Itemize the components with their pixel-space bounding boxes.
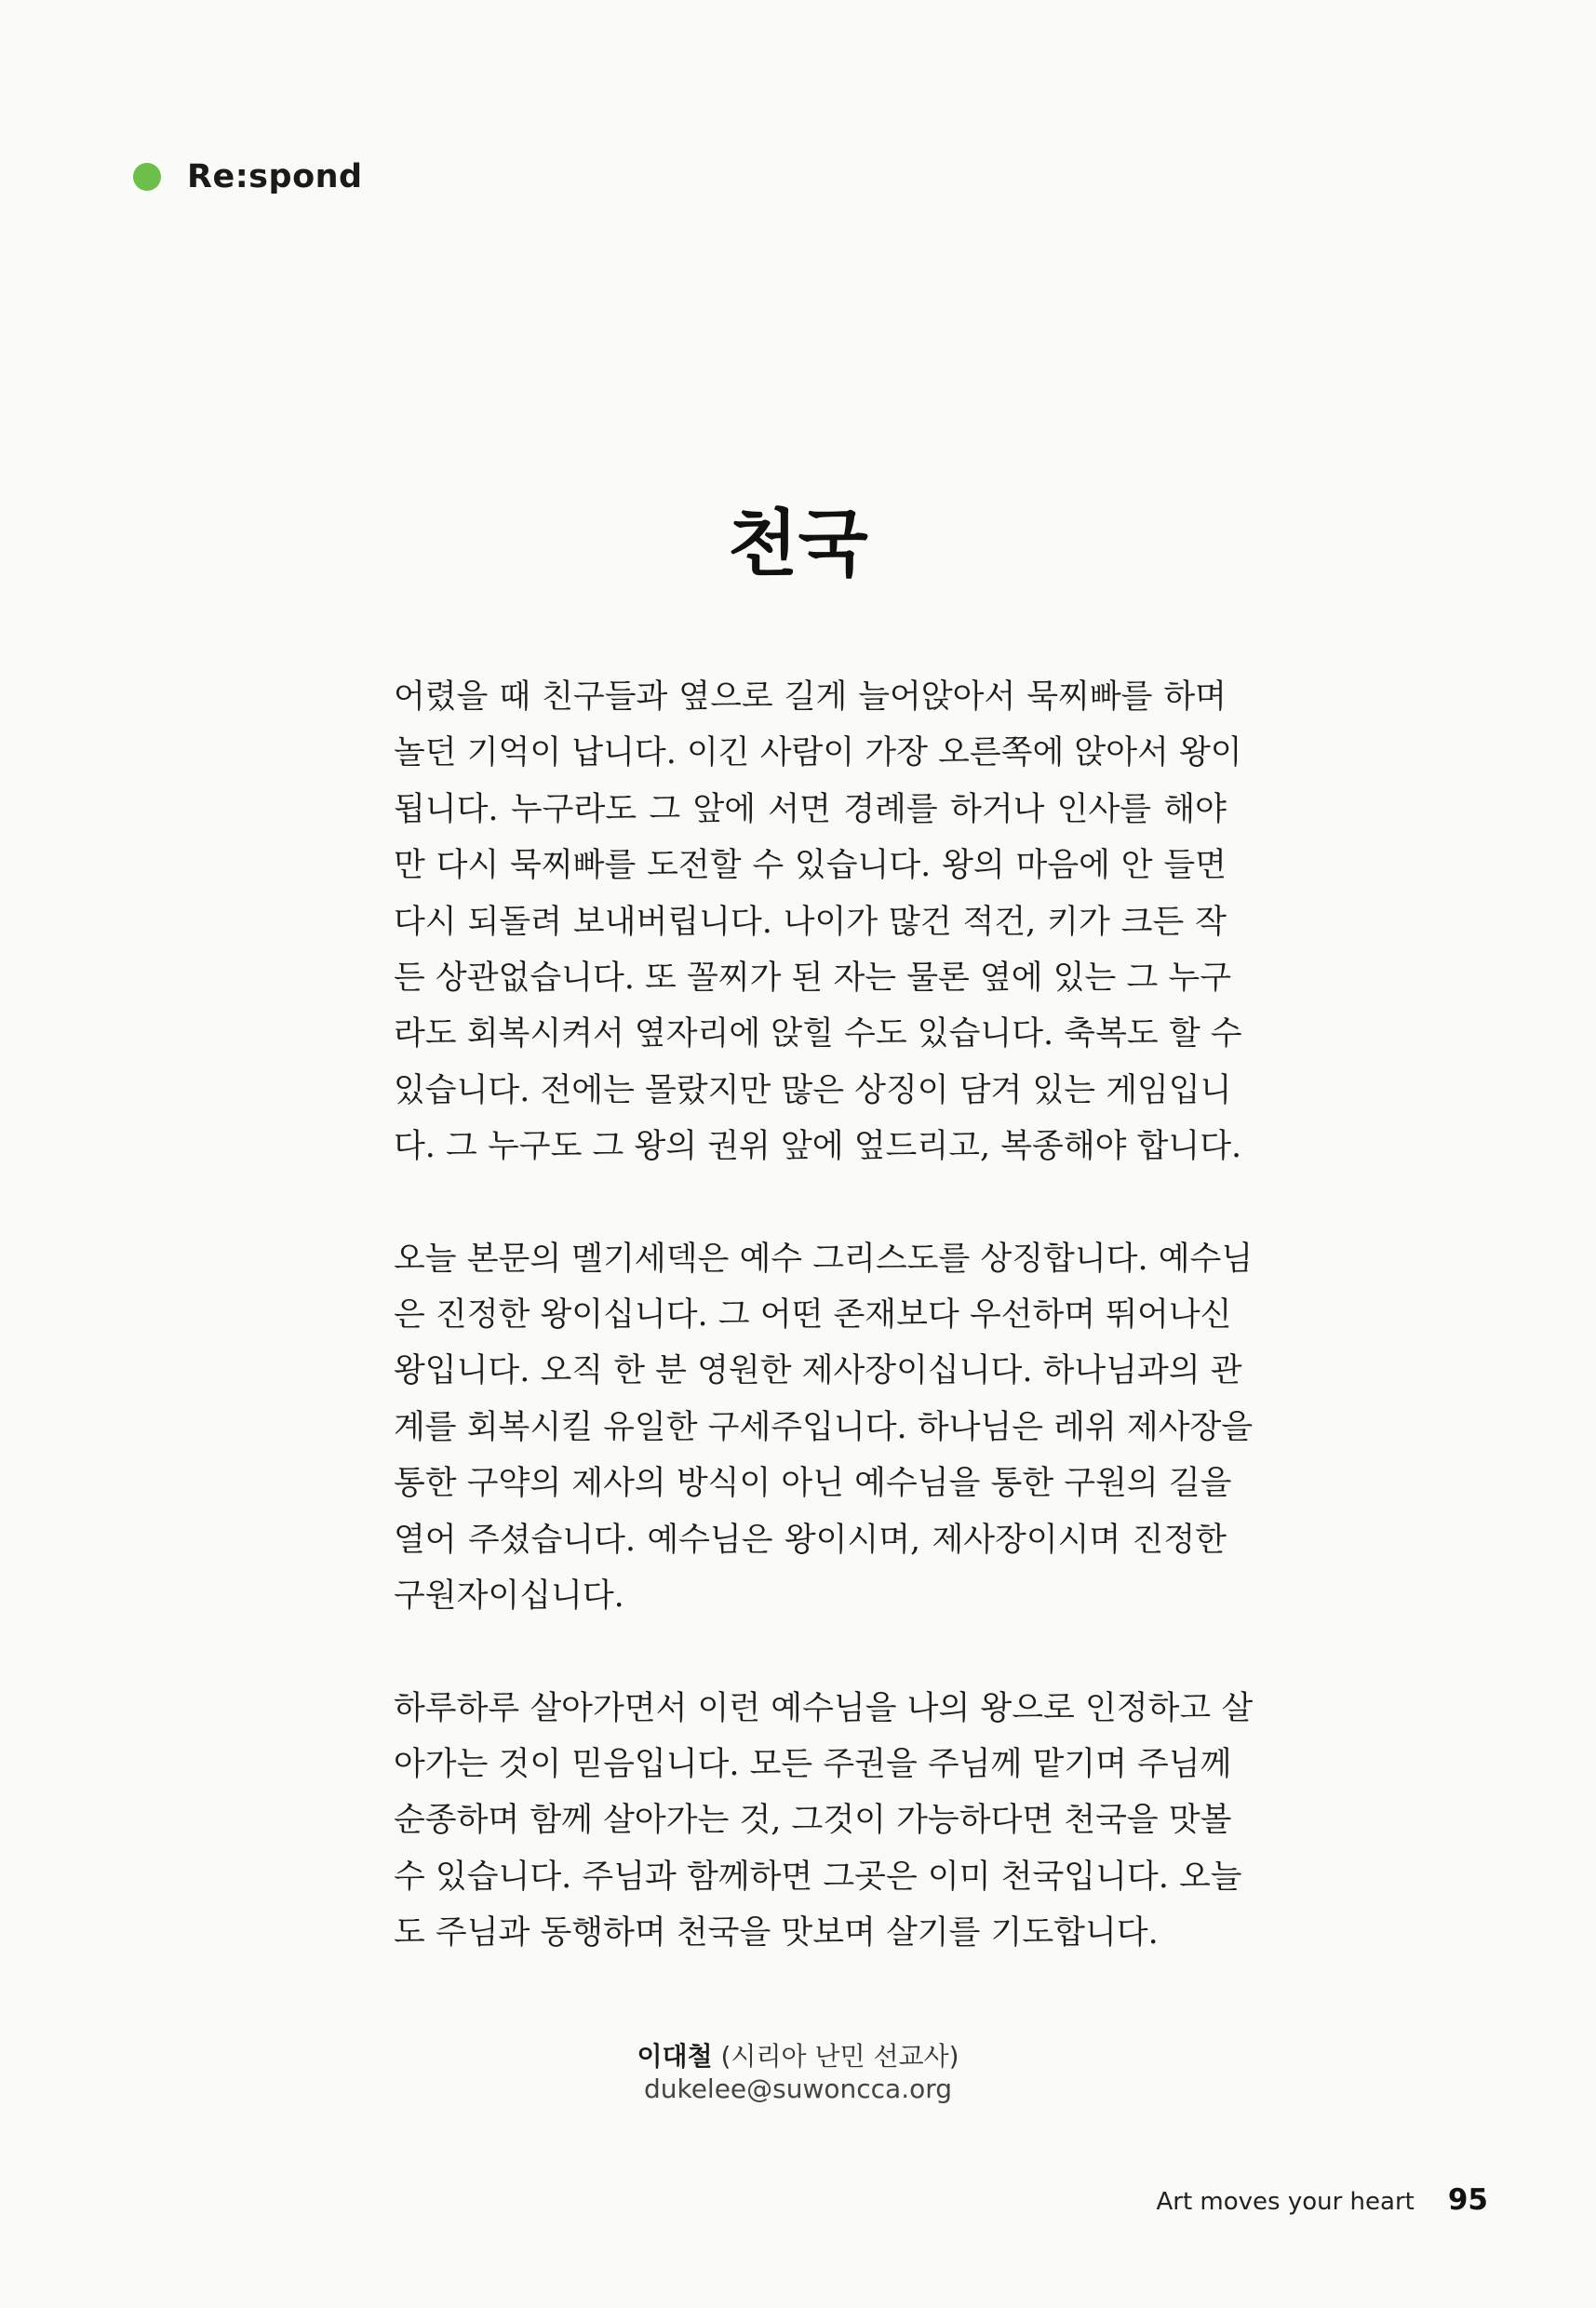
text-line: 만 다시 묵찌빠를 도전할 수 있습니다. 왕의 마음에 안 들면	[394, 847, 1227, 885]
author-name: 이대철	[637, 2041, 713, 2072]
text-line: 계를 회복시킬 유일한 구세주입니다. 하나님은 레위 제사장을	[394, 1408, 1254, 1446]
green-dot-icon	[133, 163, 161, 191]
section-label: Re:spond	[187, 158, 363, 195]
paragraph-2	[394, 1231, 1254, 1625]
text-line: 든 상관없습니다. 또 꼴찌가 된 자는 물론 옆에 있는 그 누구	[394, 959, 1232, 998]
text-line: 순종하며 함께 살아가는 것, 그것이 가능하다면 천국을 맛볼	[394, 1802, 1232, 1840]
text-line: 왕입니다. 오직 한 분 영원한 제사장이십니다. 하나님과의 관	[394, 1352, 1242, 1390]
paragraph-3	[394, 1681, 1254, 1962]
text-line: 다. 그 누구도 그 왕의 권위 앞에 엎드리고, 복종해야 합니다.	[394, 1128, 1242, 1166]
text-line: 열어 주셨습니다. 예수님은 왕이시며, 제사장이시며 진정한	[394, 1521, 1227, 1559]
page-number: 95	[1447, 2183, 1488, 2217]
text-line: 도 주님과 동행하며 천국을 맛보며 살기를 기도합니다.	[394, 1914, 1159, 1952]
article-title: 천국	[728, 502, 868, 586]
text-line: 아가는 것이 믿음입니다. 모든 주권을 주님께 맡기며 주님께	[394, 1745, 1232, 1783]
author-line	[0, 2036, 1596, 2073]
text-line: 어렸을 때 친구들과 옆으로 길게 늘어앉아서 묵찌빠를 하며	[394, 678, 1227, 716]
page-footer	[1156, 2183, 1488, 2217]
text-line: 하루하루 살아가면서 이런 예수님을 나의 왕으로 인정하고 살	[394, 1689, 1254, 1727]
text-line: 통한 구약의 제사의 방식이 아닌 예수님을 통한 구원의 길을	[394, 1465, 1232, 1503]
text-line: 수 있습니다. 주님과 함께하면 그곳은 이미 천국입니다. 오늘	[394, 1858, 1242, 1896]
paragraph-1	[394, 669, 1242, 1175]
author-email: dukelee@suwoncca.org	[643, 2073, 953, 2104]
text-line: 있습니다. 전에는 몰랐지만 많은 상징이 담겨 있는 게임입니	[394, 1071, 1232, 1109]
footer-tagline: Art moves your heart	[1156, 2188, 1415, 2216]
section-header	[133, 158, 363, 195]
text-line: 놀던 기억이 납니다. 이긴 사람이 가장 오른쪽에 앉아서 왕이	[394, 734, 1242, 772]
text-line: 됩니다. 누구라도 그 앞에 서면 경례를 하거나 인사를 해야	[394, 790, 1227, 828]
author-role: (시리아 난민 선교사)	[712, 2041, 959, 2072]
text-line: 은 진정한 왕이십니다. 그 어떤 존재보다 우선하며 뛰어나신	[394, 1296, 1232, 1335]
text-line: 라도 회복시켜서 옆자리에 앉힐 수도 있습니다. 축복도 할 수	[394, 1015, 1242, 1053]
text-line: 구원자이십니다.	[394, 1577, 624, 1616]
article-body	[394, 669, 1254, 2018]
text-line: 다시 되돌려 보내버립니다. 나이가 많건 적건, 키가 크든 작	[394, 903, 1227, 941]
text-line: 오늘 본문의 멜기세덱은 예수 그리스도를 상징합니다. 예수님	[394, 1240, 1254, 1278]
